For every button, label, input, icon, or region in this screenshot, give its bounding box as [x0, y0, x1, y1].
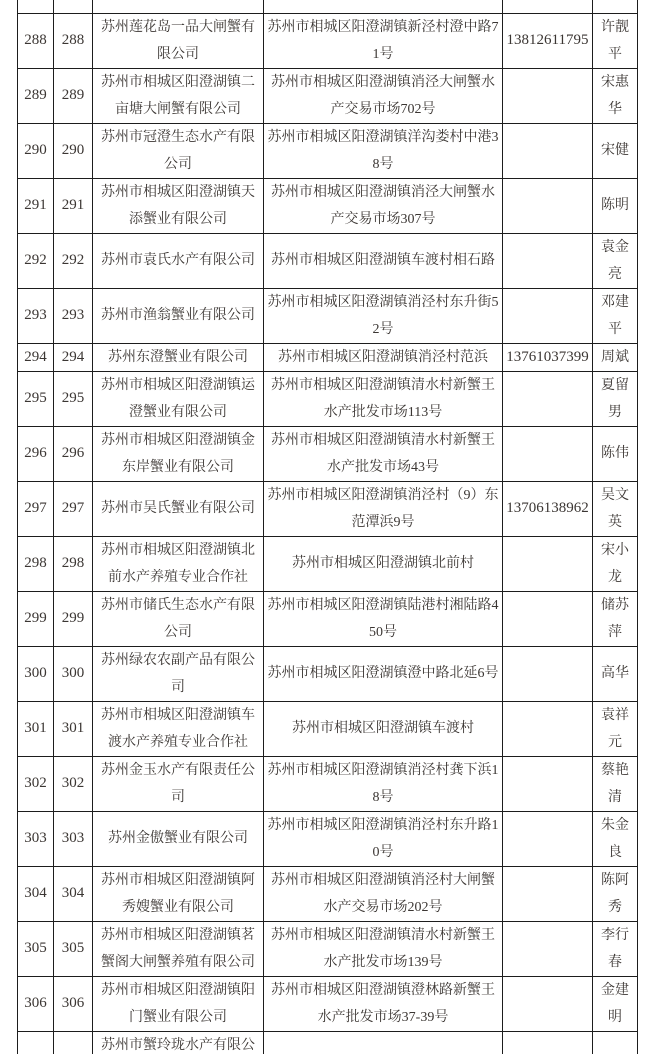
cell-company-name: 苏州市吴氏蟹业有限公司	[93, 481, 264, 536]
cell-serial-left: 289	[18, 68, 54, 123]
cell-serial-right: 300	[54, 646, 93, 701]
cell-address	[264, 1031, 503, 1054]
cell-serial-right: 293	[54, 288, 93, 343]
cell-company-name: 苏州东澄蟹业有限公司	[93, 343, 264, 371]
cell-address: 苏州市相城区阳澄湖镇消泾村龚下浜18号	[264, 756, 503, 811]
cell-address	[264, 0, 503, 13]
cell-contact-name: 陈伟	[593, 426, 638, 481]
cell-company-name: 苏州莲花岛一品大闸蟹有限公司	[93, 13, 264, 68]
cell-address: 苏州市相城区阳澄湖镇消泾村大闸蟹水产交易市场202号	[264, 866, 503, 921]
cell-address: 苏州市相城区阳澄湖镇清水村新蟹王水产批发市场43号	[264, 426, 503, 481]
table-row-partial-top	[18, 0, 638, 13]
table-row	[18, 921, 638, 976]
table-body	[18, 0, 638, 1054]
cell-company-name: 苏州市袁氏水产有限公司	[93, 233, 264, 288]
cell-address: 苏州市相城区阳澄湖镇车渡村相石路	[264, 233, 503, 288]
cell-address: 苏州市相城区阳澄湖镇澄中路北延6号	[264, 646, 503, 701]
cell-company-name: 苏州绿农农副产品有限公司	[93, 646, 264, 701]
cell-contact-name	[593, 0, 638, 13]
table-row	[18, 481, 638, 536]
cell-serial-left: 302	[18, 756, 54, 811]
cell-phone: 13706138962	[503, 481, 593, 536]
cell-contact-name: 袁金亮	[593, 233, 638, 288]
cell-phone	[503, 756, 593, 811]
cell-serial-left: 288	[18, 13, 54, 68]
cell-serial-left: 298	[18, 536, 54, 591]
cell-serial-right: 298	[54, 536, 93, 591]
table-row	[18, 233, 638, 288]
cell-address: 苏州市相城区阳澄湖镇陆港村湘陆路450号	[264, 591, 503, 646]
cell-address: 苏州市相城区阳澄湖镇澄林路新蟹王水产批发市场37-39号	[264, 976, 503, 1031]
cell-address: 苏州市相城区阳澄湖镇新泾村澄中路71号	[264, 13, 503, 68]
cell-address: 苏州市相城区阳澄湖镇清水村新蟹王水产批发市场113号	[264, 371, 503, 426]
cell-phone	[503, 811, 593, 866]
table-row	[18, 591, 638, 646]
table-row	[18, 536, 638, 591]
cell-serial-right: 291	[54, 178, 93, 233]
cell-serial-left: 303	[18, 811, 54, 866]
cell-phone	[503, 233, 593, 288]
cell-contact-name: 宋小龙	[593, 536, 638, 591]
cell-company-name: 苏州金玉水产有限责任公司	[93, 756, 264, 811]
cell-address: 苏州市相城区阳澄湖镇洋沟娄村中港38号	[264, 123, 503, 178]
cell-serial-right: 306	[54, 976, 93, 1031]
cell-contact-name: 宋惠华	[593, 68, 638, 123]
cell-serial-right: 303	[54, 811, 93, 866]
cell-serial-left: 301	[18, 701, 54, 756]
cell-phone	[503, 371, 593, 426]
cell-address: 苏州市相城区阳澄湖镇车渡村	[264, 701, 503, 756]
cell-phone	[503, 591, 593, 646]
cell-company-name: 苏州市相城区阳澄湖镇阿秀嫂蟹业有限公司	[93, 866, 264, 921]
table-row	[18, 426, 638, 481]
cell-serial-left	[18, 0, 54, 13]
cell-phone	[503, 123, 593, 178]
cell-phone	[503, 536, 593, 591]
cell-serial-left: 300	[18, 646, 54, 701]
cell-phone: 13812611795	[503, 13, 593, 68]
cell-address: 苏州市相城区阳澄湖镇清水村新蟹王水产批发市场139号	[264, 921, 503, 976]
cell-contact-name: 宋健	[593, 123, 638, 178]
table-row	[18, 976, 638, 1031]
cell-contact-name: 周斌	[593, 343, 638, 371]
cell-address: 苏州市相城区阳澄湖镇消泾村东升路10号	[264, 811, 503, 866]
cell-serial-left: 293	[18, 288, 54, 343]
cell-company-name: 苏州市相城区阳澄湖镇天添蟹业有限公司	[93, 178, 264, 233]
cell-phone	[503, 921, 593, 976]
table-row	[18, 866, 638, 921]
cell-serial-left: 290	[18, 123, 54, 178]
cell-serial-left: 306	[18, 976, 54, 1031]
table-row	[18, 646, 638, 701]
cell-company-name: 苏州市相城区阳澄湖镇茗蟹阁大闸蟹养殖有限公司	[93, 921, 264, 976]
cell-phone	[503, 701, 593, 756]
table-row	[18, 13, 638, 68]
table-row	[18, 756, 638, 811]
cell-serial-right: 292	[54, 233, 93, 288]
cell-serial-right: 296	[54, 426, 93, 481]
table-row	[18, 68, 638, 123]
cell-company-name: 苏州市蟹玲珑水产有限公	[93, 1031, 264, 1054]
table-row	[18, 371, 638, 426]
cell-serial-right: 295	[54, 371, 93, 426]
cell-serial-right: 304	[54, 866, 93, 921]
cell-address: 苏州市相城区阳澄湖镇北前村	[264, 536, 503, 591]
table-row	[18, 288, 638, 343]
cell-serial-left: 292	[18, 233, 54, 288]
cell-phone	[503, 426, 593, 481]
table-row	[18, 1031, 638, 1054]
cell-serial-right: 289	[54, 68, 93, 123]
cell-serial-right: 302	[54, 756, 93, 811]
cell-address: 苏州市相城区阳澄湖镇消泾大闸蟹水产交易市场307号	[264, 178, 503, 233]
cell-serial-right	[54, 1031, 93, 1054]
table-row	[18, 123, 638, 178]
cell-contact-name: 蔡艳清	[593, 756, 638, 811]
cell-contact-name: 许靓平	[593, 13, 638, 68]
cell-serial-left: 296	[18, 426, 54, 481]
cell-serial-right: 301	[54, 701, 93, 756]
cell-contact-name: 储苏萍	[593, 591, 638, 646]
cell-company-name: 苏州市相城区阳澄湖镇北前水产养殖专业合作社	[93, 536, 264, 591]
cell-serial-left: 305	[18, 921, 54, 976]
cell-contact-name: 吴文英	[593, 481, 638, 536]
cell-serial-right	[54, 0, 93, 13]
cell-serial-left: 299	[18, 591, 54, 646]
cell-serial-right: 290	[54, 123, 93, 178]
cell-contact-name: 朱金良	[593, 811, 638, 866]
cell-company-name: 苏州市储氏生态水产有限公司	[93, 591, 264, 646]
cell-contact-name: 陈阿秀	[593, 866, 638, 921]
cell-phone	[503, 646, 593, 701]
cell-phone	[503, 0, 593, 13]
cell-contact-name	[593, 1031, 638, 1054]
cell-serial-left: 304	[18, 866, 54, 921]
cell-company-name: 苏州市相城区阳澄湖镇阳门蟹业有限公司	[93, 976, 264, 1031]
table-row	[18, 343, 638, 371]
cell-contact-name: 袁祥元	[593, 701, 638, 756]
cell-address: 苏州市相城区阳澄湖镇消泾大闸蟹水产交易市场702号	[264, 68, 503, 123]
cell-contact-name: 李行春	[593, 921, 638, 976]
cell-phone	[503, 866, 593, 921]
cell-contact-name: 陈明	[593, 178, 638, 233]
cell-contact-name: 金建明	[593, 976, 638, 1031]
cell-company-name: 苏州市相城区阳澄湖镇二亩塘大闸蟹有限公司	[93, 68, 264, 123]
cell-company-name: 苏州金傲蟹业有限公司	[93, 811, 264, 866]
cell-contact-name: 夏留男	[593, 371, 638, 426]
cell-serial-left: 291	[18, 178, 54, 233]
cell-phone	[503, 1031, 593, 1054]
cell-address: 苏州市相城区阳澄湖镇消泾村范浜	[264, 343, 503, 371]
cell-contact-name: 邓建平	[593, 288, 638, 343]
cell-phone	[503, 288, 593, 343]
cell-serial-right: 294	[54, 343, 93, 371]
cell-company-name: 苏州市冠澄生态水产有限公司	[93, 123, 264, 178]
cell-company-name: 苏州市相城区阳澄湖镇金东岸蟹业有限公司	[93, 426, 264, 481]
cell-serial-right: 299	[54, 591, 93, 646]
cell-company-name	[93, 0, 264, 13]
company-registry-table	[17, 0, 638, 1054]
cell-phone: 13761037399	[503, 343, 593, 371]
cell-company-name: 苏州市渔翁蟹业有限公司	[93, 288, 264, 343]
cell-serial-right: 297	[54, 481, 93, 536]
cell-address: 苏州市相城区阳澄湖镇消泾村东升街52号	[264, 288, 503, 343]
cell-serial-left: 297	[18, 481, 54, 536]
cell-address: 苏州市相城区阳澄湖镇消泾村（9）东范潭浜9号	[264, 481, 503, 536]
table-row	[18, 178, 638, 233]
cell-company-name: 苏州市相城区阳澄湖镇车渡水产养殖专业合作社	[93, 701, 264, 756]
cell-serial-left: 294	[18, 343, 54, 371]
cell-serial-right: 305	[54, 921, 93, 976]
cell-phone	[503, 68, 593, 123]
cell-phone	[503, 976, 593, 1031]
cell-serial-left	[18, 1031, 54, 1054]
cell-contact-name: 高华	[593, 646, 638, 701]
cell-phone	[503, 178, 593, 233]
cell-company-name: 苏州市相城区阳澄湖镇运澄蟹业有限公司	[93, 371, 264, 426]
cell-serial-right: 288	[54, 13, 93, 68]
table-row	[18, 701, 638, 756]
cell-serial-left: 295	[18, 371, 54, 426]
table-row	[18, 811, 638, 866]
